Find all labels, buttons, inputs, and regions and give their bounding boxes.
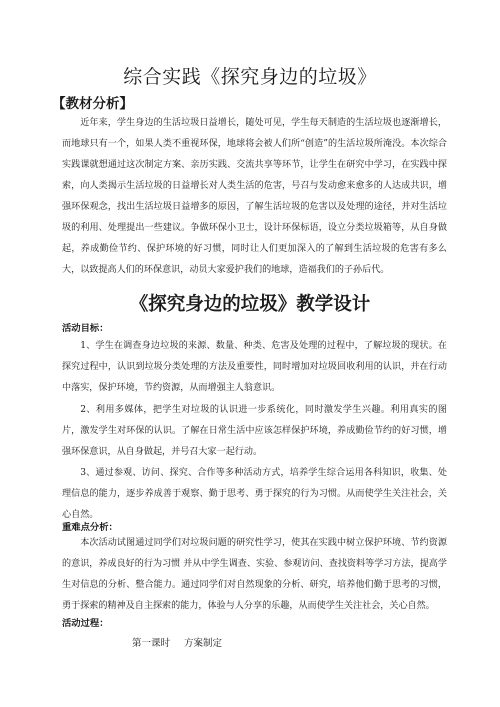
- lesson-heading: [132, 635, 236, 649]
- lesson-name: 方案制定: [184, 638, 223, 649]
- goal-2-paragraph: 2、利用多媒体，把学生对垃圾的认识进一步系统化，同时激发学生兴趣。利用真实的图片，激发学生对环保的认识。了解在日常生活中应该怎样保护环境，养成勤俭节约的好习惯，增强环保意识，从自身做起，并号召大家一起行动。: [62, 405, 447, 457]
- section-heading-material-analysis: 【教材分析】: [52, 96, 133, 112]
- key-points-paragraph: 本次活动试图通过同学们对垃圾问题的研究性学习，使其在实践中树立保护环境、节约资源的意识，养成良好的行为习惯 并从中学生调查、实验、参观访问、查找资料等学习方法，提高学生对信息的分析、整合能力。通过同学们对自然现象的分析、研究，培养他们勤于思考的习惯，勇于探索的精神及自主探索的能力，体验与人分享的乐趣，从而使学生关注社会，关心自然。: [62, 538, 447, 611]
- document-title: 综合实践《探究身边的垃圾》: [123, 66, 377, 88]
- key-points-label: 重难点分析：: [62, 522, 118, 533]
- goal-3-paragraph: 3、通过参观、访问、探究、合作等多种活动方式，培养学生综合运用各科知识，收集、处理信息的能力，逐步养成善于观察、勤于思考、勇于探究的行为习惯。从而使学生关注社会，关心自然。: [62, 468, 447, 520]
- goals-label: 活动目标：: [62, 323, 109, 334]
- analysis-paragraph: 近年来，学生身边的生活垃圾日益增长，随处可见，学生每天制造的生活垃圾也逐渐增长，而地球只有一个，如果人类不重视环保，地球将会被人们所“创造”的生活垃圾所淹没。本次综合实践课就想通过这次制定方案、亲历实践、交流共享等环节，让学生在研究中学习，在实践中探索，向人类揭示生活垃圾的日益增长对人类生活的危害，号召与发动愈来愈多的人达成共识，增强环保观念，找出生活垃圾日益增多的原因，了解生活垃圾的危害以及处理的途径，并对生活垃圾的利用、处理提出一些建议。争做环保小卫士，设计环保标语，设立分类垃圾箱等，从自身做起，养成勤俭节约、保护环境的好习惯，同时让人们更加深入的了解到生活垃圾的危害有多么大，以致提高人们的环保意识，动员大家爱护我们的地球，造福我们的子孙后代。: [62, 118, 447, 275]
- design-title: 《探究身边的垃圾》教学设计: [129, 294, 371, 315]
- goal-1-paragraph: 1、学生在调查身边垃圾的来源、数量、种类、危害及处理的过程中，了解垃圾的现状。在探究过程中，认识到垃圾分类处理的方法及重要性，同时增加对垃圾回收利用的认识，并在行动中落实，保护环境，节约资源，从而增强主人翁意识。: [62, 341, 447, 393]
- lesson-number: 第一课时: [132, 638, 171, 649]
- process-label: 活动过程：: [62, 618, 109, 629]
